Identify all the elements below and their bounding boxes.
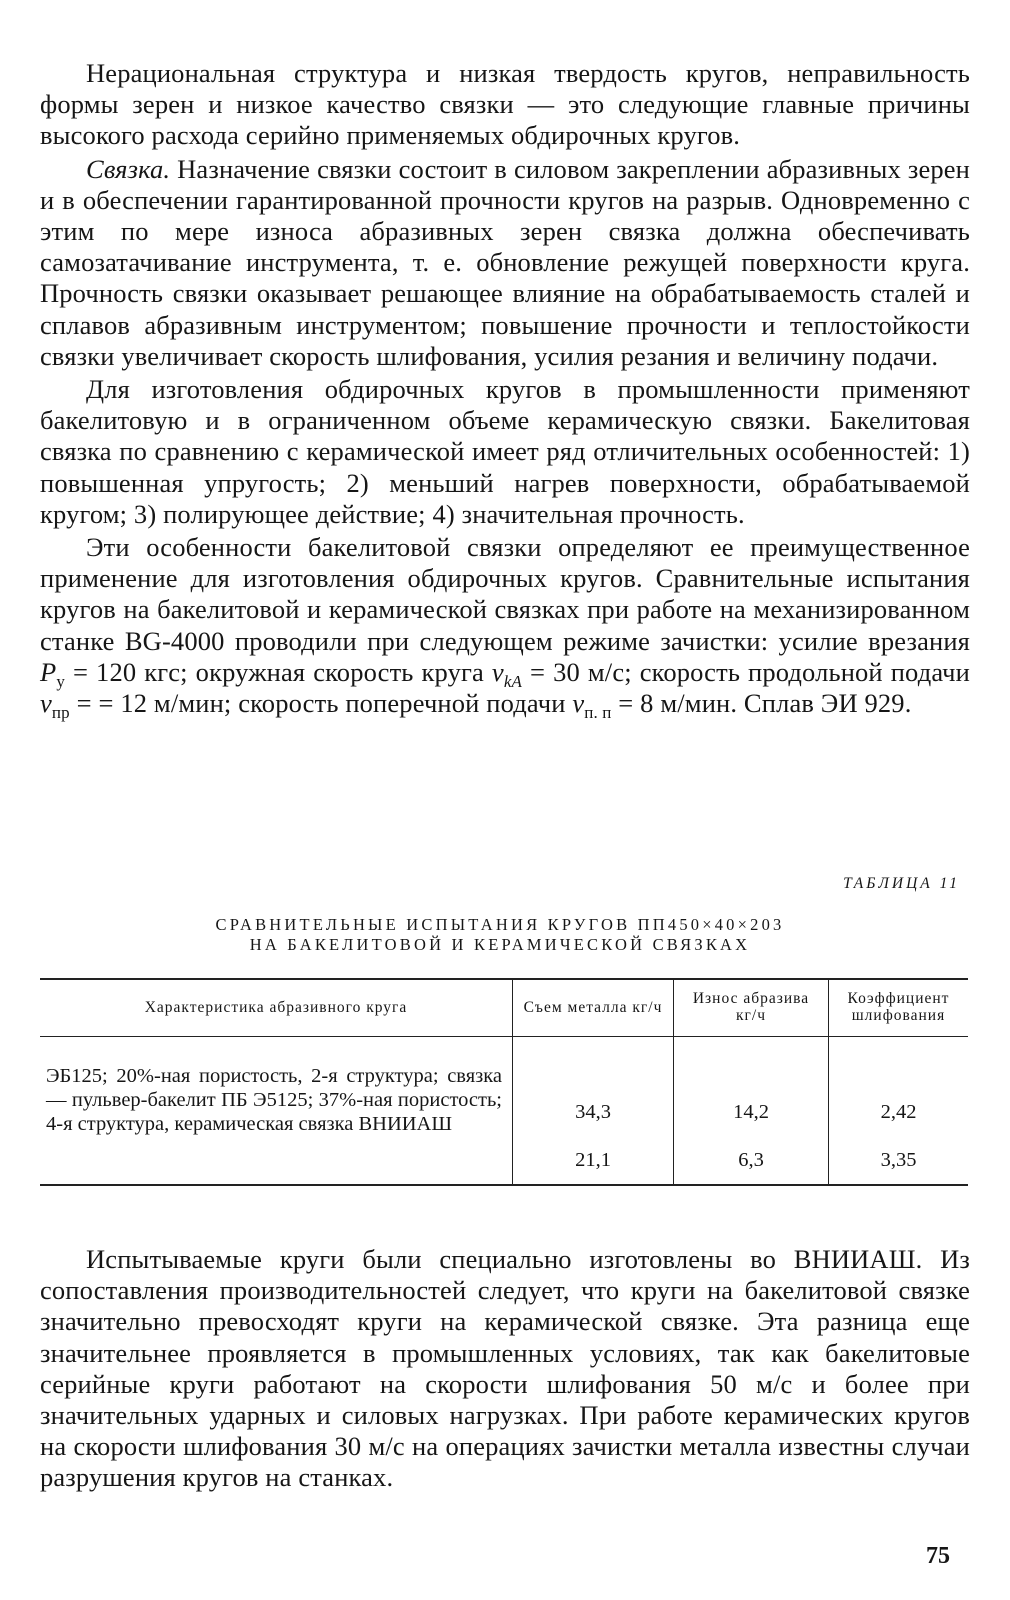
comparison-table xyxy=(40,978,968,1186)
symbol-vpp-sub: п. п xyxy=(584,703,612,723)
paragraph-3: Для изготовления обдирочных кругов в промышленности применяют бакелитовую и в ограниченном объеме керамическую связки. Бакелитовая связка по сравнению с керамической имеет ряд отличительных особенностей: 1) повышенная упругость; 2) меньший нагрев поверхности, обрабатываемой кругом; 3) полирующее действие; 4) значительная прочность. xyxy=(40,374,970,529)
cell-description: ЭБ125; 20%-ная пористость, 2-я структура; связка — пульвер-бакелит ПБ Э5125; 37%-ная пористость; 4-я структура, керамическая связка ВНИИАШ xyxy=(40,1037,513,1186)
table-title-line-2: НА БАКЕЛИТОВОЙ И КЕРАМИЧЕСКОЙ СВЯЗКАХ xyxy=(249,935,751,954)
page-content xyxy=(40,58,970,1493)
table-row xyxy=(40,1037,968,1186)
paragraph-2-body: Назначение связки состоит в силовом закреплении абразивных зерен и в обеспечении гарантированной прочности кругов на разрыв. Одновременно с этим по мере износа абразивных зерен связка должна обеспечивать самозатачивание инструмента, т. е. обновление режущей поверхности круга. Прочность связки оказывает решающее влияние на обрабатываемость сталей и сплавов абразивным инструментом; повышение прочности и теплостойкости связки увеличивает скорость шлифования, усилия резания и величину подачи. xyxy=(40,153,970,371)
p4-part-e: = 8 м/мин. Сплав ЭИ 929. xyxy=(611,688,912,719)
coefficient-value: 3,35 xyxy=(880,1149,917,1171)
cell-removal xyxy=(513,1037,674,1186)
paragraph-5: Испытываемые круги были специально изготовлены во ВНИИАШ. Из сопоставления производительностей следует, что круги на бакелитовой связке значительно превосходят круги на керамической связке. Эта разница еще значительнее проявляется в промышленных условиях, так как бакелитовые серийные круги работают на скорости шлифования 50 м/с и более при значительных ударных и силовых нагрузках. При работе керамических кругов на скорости шлифования 30 м/с на операциях зачистки металла известны случаи разрушения кругов на станках. xyxy=(40,1244,970,1493)
table-title-line-1: СРАВНИТЕЛЬНЫЕ ИСПЫТАНИЯ КРУГОВ ПП450×40×203 xyxy=(215,915,785,934)
coefficient-value: 2,42 xyxy=(880,1101,917,1123)
table-title xyxy=(40,915,960,955)
removal-value: 34,3 xyxy=(575,1101,611,1123)
p4-part-d: = = 12 м/мин; скорость поперечной подачи xyxy=(69,688,573,719)
table-label: ТАБЛИЦА 11 xyxy=(843,875,960,892)
symbol-vpr: v xyxy=(40,688,52,719)
paragraph-2 xyxy=(40,154,970,372)
header-wear: Износ абразива кг/ч xyxy=(674,979,829,1037)
p4-part-a: Эти особенности бакелитовой связки определяют ее преимущественное применение для изготовления обдирочных кругов. Сравнительные испытания кругов на бакелитовой и керамической связках при работе на механизированном станке BG-4000 проводили при следующем режиме зачистки: усилие врезания xyxy=(40,532,970,656)
header-removal: Съем металла кг/ч xyxy=(513,979,674,1037)
symbol-v-sub: kA xyxy=(503,671,523,691)
term-binder: Связка. xyxy=(86,153,171,184)
wear-value: 14,2 xyxy=(733,1101,769,1123)
cell-coefficient xyxy=(829,1037,969,1186)
symbol-vpp: v xyxy=(572,688,585,719)
page-number: 75 xyxy=(926,1543,950,1569)
p4-part-c: = 30 м/с; скорость продольной подачи xyxy=(522,656,970,687)
wear-value: 6,3 xyxy=(738,1149,764,1171)
symbol-p: P xyxy=(40,656,57,687)
symbol-v: v xyxy=(491,656,504,687)
closing-section xyxy=(40,1244,970,1496)
table-header-row xyxy=(40,979,968,1037)
paragraph-4 xyxy=(40,532,970,723)
header-characteristic: Характеристика абразивного круга xyxy=(40,979,513,1037)
header-coefficient: Коэффициент шлифования xyxy=(829,979,969,1037)
symbol-p-sub: у xyxy=(56,671,65,691)
symbol-vpr-sub: пр xyxy=(51,703,70,723)
removal-value: 21,1 xyxy=(575,1149,611,1171)
p4-part-b: = 120 кгс; окружная скорость круга xyxy=(65,656,492,687)
paragraph-1: Нерациональная структура и низкая твердость кругов, неправильность формы зерен и низкое качество связки — это следующие главные причины высокого расхода серийно применяемых обдирочных кругов. xyxy=(40,58,970,151)
cell-wear xyxy=(674,1037,829,1186)
